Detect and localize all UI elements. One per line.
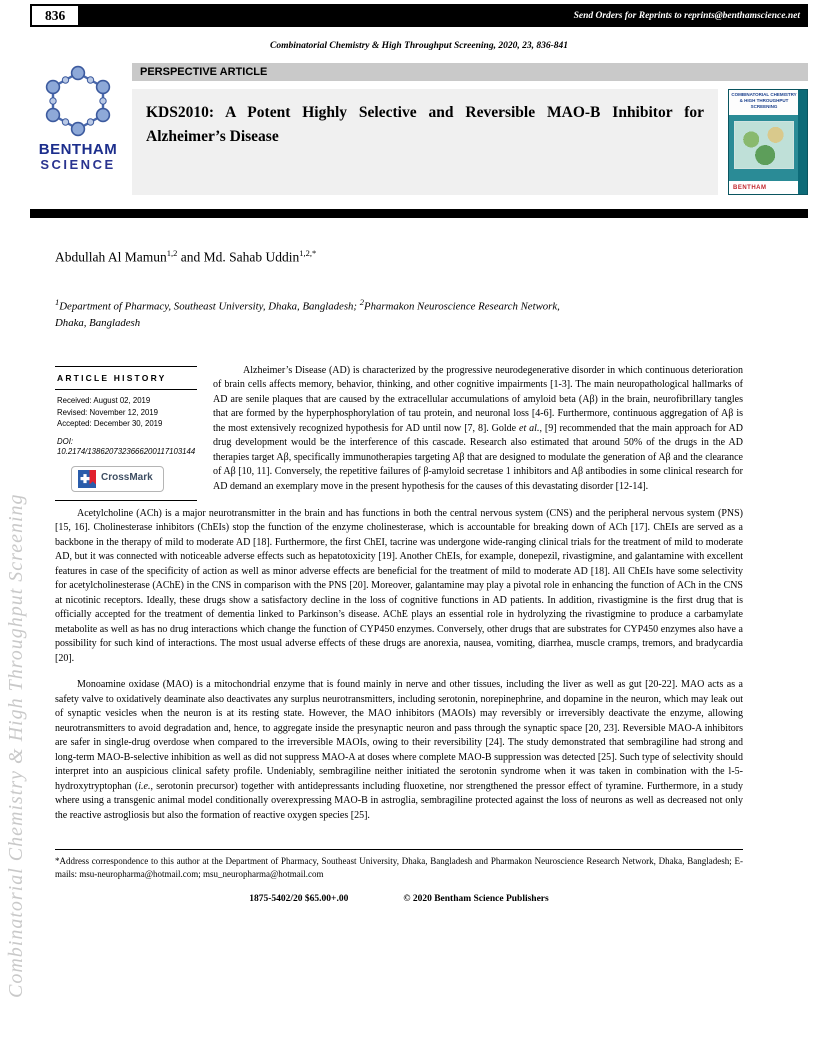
cover-publisher-band (729, 181, 798, 194)
affil-2-text-line2: Dhaka, Bangladesh (55, 316, 141, 329)
publisher-name (39, 142, 118, 171)
author-1-name: Abdullah Al Mamun (55, 249, 167, 265)
doi-label: DOI: (57, 436, 74, 446)
abstract-block (55, 364, 743, 495)
crossmark-label: CrossMark (101, 472, 153, 484)
article-content (55, 248, 743, 904)
publisher-name-line1: BENTHAM (38, 141, 118, 158)
history-revised: Revised: November 12, 2019 (57, 407, 158, 417)
reprint-notice: Send Orders for Reprints to reprints@benthamscience.net (573, 10, 800, 21)
history-bottom-rule (55, 500, 197, 501)
journal-name-sidebar: Combinatorial Chemistry & High Throughput Screening (5, 493, 27, 998)
author-connector: and (177, 249, 204, 265)
article-title: KDS2010: A Potent Highly Selective and Reversible MAO-B Inhibitor for Alzheimer’s Disease (132, 89, 718, 195)
cover-map-art (734, 121, 794, 169)
affil-2-text: Pharmakon Neuroscience Research Network, (363, 300, 560, 313)
author-1-affil-marks: 1,2 (166, 248, 178, 258)
journal-cover-thumbnail (728, 89, 808, 195)
crossmark-icon (78, 470, 96, 488)
journal-citation-line: Combinatorial Chemistry & High Throughput Screening, 2020, 23, 836-841 (270, 41, 568, 51)
article-history-box (55, 366, 197, 501)
author-2-name: Md. Sahab Uddin (203, 249, 300, 265)
affil-1-text: Department of Pharmacy, Southeast University, Dhaka, Bangladesh; (59, 300, 360, 313)
article-history-heading: ARTICLE HISTORY (57, 372, 167, 383)
history-accepted: Accepted: December 30, 2019 (57, 419, 163, 429)
history-received: Received: August 02, 2019 (57, 396, 151, 406)
publisher-name-line2: SCIENCE (40, 156, 116, 172)
affil-2-mark: 2 (359, 296, 364, 307)
affiliations (55, 296, 743, 332)
abstract-paragraph: Alzheimer’s Disease (AD) is characterized by the progressive neurodegenerative disorder in which continuous deterioration of brain cells affects memory, behavior, thinking, and other cognitive impairments [1-3]. The main neuropathological hallmarks of AD are senile plaques that are caused by the extracellular accumulations of amyloid beta (Aβ) in the brain, neurofibrillary tangles that are formed by the hyperphosphorylation of tau protein, and neuronal loss [4-6]. Furthermore, continuous aggregation of Aβ is the most extensively recognized hypothesis for AD until now [7, 8]. Golde et al., [9] recommended that the main approach for AD drug development would be the interference of this cascade. Research also estimated that around 50% of the drugs in the AD therapies target Aβ, specifically immunotherapies targeting Aβ that are designed to modulate the generation of Aβ and the clearance of Aβ [10, 11]. Conversely, the repetitive failures of β-amyloid secretase 1 inhibitors and Aβ antibodies in some clinical research for AD demand an exemplary move in the present hypothesis for the causes of this devastating disorder [12-14]. (213, 364, 743, 492)
header-divider-bar (30, 209, 808, 218)
bentham-hexagon-molecule-icon (37, 65, 119, 139)
masthead (30, 63, 808, 195)
authors-line (55, 248, 743, 266)
page-footer (55, 894, 743, 904)
affil-1-mark: 1 (55, 296, 60, 307)
doi-value: 10.2174/1386207323666200117103144 (57, 447, 196, 457)
article-body (55, 364, 743, 824)
cover-side-strip (798, 90, 807, 194)
doi-block (55, 432, 197, 460)
masthead-center (132, 63, 808, 195)
article-type-banner: PERSPECTIVE ARTICLE (132, 63, 808, 81)
author-2-affil-marks: 1,2,* (299, 248, 317, 258)
history-dates (55, 390, 197, 432)
issn-price: 1875-5402/20 $65.00+.00 (249, 894, 349, 905)
correspondence-footnote: *Address correspondence to this author at the Department of Pharmacy, Southeast University, Dhaka, Bangladesh and Pharmakon Neuroscience Research Network, Dhaka, Bangladesh; E-mails: msu-neuropharma@hotmail.com; msu_neuropharma@hotmail.com (55, 849, 743, 880)
cover-title: COMBINATORIAL CHEMISTRY & HIGH THROUGHPUT SCREENING (729, 90, 807, 115)
crossmark-badge[interactable] (71, 466, 164, 492)
cover-publisher-label: BENTHAM (733, 184, 767, 191)
body-paragraph-acetylcholine: Acetylcholine (ACh) is a major neurotransmitter in the brain and has functions in both the central nervous system (CNS) and the peripheral nervous system (PNS) [15, 16]. Cholinesterase inhibitors (ChEIs) stop the function of the enzyme cholinesterase, which is accountable for breaking down of ACh [17]. ChEIs are served as a backbone in the therapy of mild to moderate AD [18]. Furthermore, the first ChEI, tacrine was undergone wide-ranging clinical trials for the treatment of mild to moderate AD, but it was connected with noticeable adverse effects such as hepatotoxicity [19]. Another ChEIs, for example, donepezil, rivastigmine, and galantamine with excellent features in case of the specificity of action as well as minor adverse effects are beneficial for the treatment of mild to moderate AD [18]. All ChEIs have some selectivity for acetylcholinesterase (AChE) in the CNS in comparison with the PNS [20]. Moreover, galantamine may play a pivotal role in enhancing the function of ACh in the CNS at nicotinic receptors. Ideally, these drugs show a satisfactory decline in the loss of cognitive functions in AD patients. In addition, rivastigmine is the first drug that is officially accepted for the treatment of dementia linked to Parkinson’s disease. AChE plays an essential role in hydrolyzing the rivastigmine to produce a carbamylate metabolite as well as has no drug interactions which change the function of CYP450 enzymes. Conversely, other drugs that are substrates for CYP450 enzymes also have a possibility for such kind of interactions. The most usual adverse effects of these drugs are anorexia, nausea, vomiting, diarrhea, muscle cramps, tremors, and bradycardia [20]. (55, 507, 743, 664)
top-bar (30, 4, 808, 27)
publisher-logo-block (30, 63, 126, 195)
body-paragraph-monoamine-oxidase: Monoamine oxidase (MAO) is a mitochondrial enzyme that is found mainly in nerve and other tissues, including the liver as well as gut [20-22]. MAO acts as a safety valve to oxidatively deaminate also deactivates any surplus neurotransmitters, including serotonin, norepinephrine, and dopamine in the neuron, which may leak out of synaptic vesicles when the neuron is at its resting state. However, the MAO inhibitors (MAOIs) may reversibly or irreversibly deactivate the enzyme, allowing neurotransmitters to avoid degradation and, hence, to aggregate inside the presynaptic neuron and pass through the synaptic space [20, 23]. Reversible MAO-A inhibitors are safer in single-drug overdose when compared to the irreversible MAOIs, owing to their reversibility [24]. The study demonstrated that sembragiline had strong and long-term MAO-B-selective inhibition as well as did not suppress MAO-A at doses where complete MAO-B suppression was detected [25]. Such type of selectivity should interpret into an auspicious clinical safety profile. Undeniably, sembragiline neither initiated the serotonin syndrome when it was taken in combination with the l-5-hydroxytryptophan (i.e., serotonin precursor) together with antidepressants including fluoxetine, nor strengthened the pressor effect of tyramine. Furthermore, in a study where using a transgenic animal model conditionally overexpressing MAO-B in astroglia, sembragiline protected against the loss of neurons as well as decreased not only the reactive astrogliosis but also the formation of reactive oxygen species [25]. (55, 679, 743, 821)
copyright-notice: © 2020 Bentham Science Publishers (403, 894, 549, 905)
page-number: 836 (30, 4, 80, 27)
